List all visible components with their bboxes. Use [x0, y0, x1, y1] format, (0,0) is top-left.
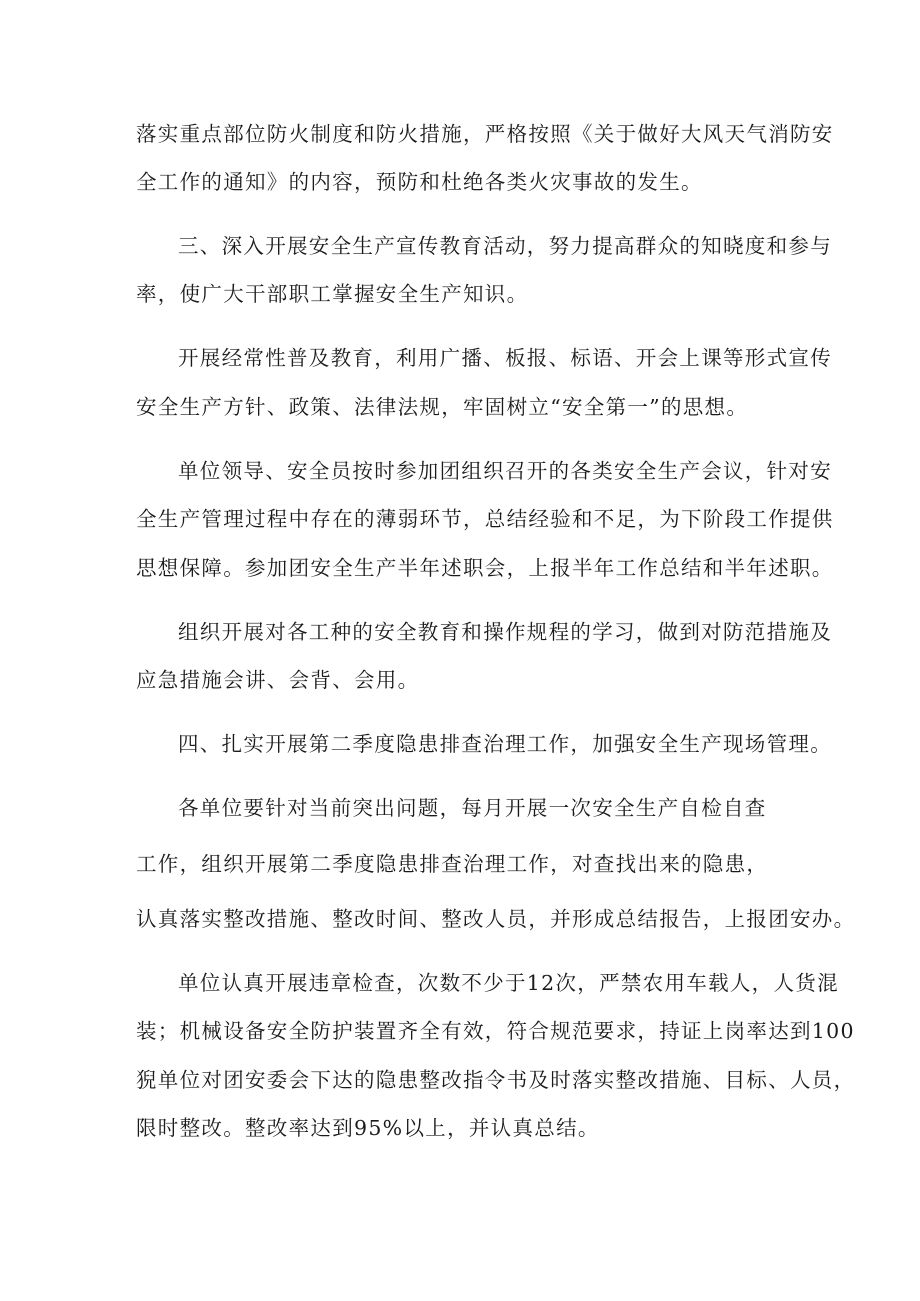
- text-line: 全生产管理过程中存在的薄弱环节，总结经验和不足，为下阶段工作提供: [136, 507, 834, 531]
- section-heading: 四、扎实开展第二季度隐患排查治理工作，加强安全生产现场管理。: [178, 732, 832, 756]
- text-line: 全工作的通知》的内容，预防和杜绝各类火灾事故的发生。: [136, 170, 703, 194]
- text-line: 应急措施会讲、会背、会用。: [136, 668, 420, 692]
- text-line: 思想保障。参加团安全生产半年述职会，上报半年工作总结和半年述职。: [136, 556, 834, 580]
- text-line: 猊单位对团安委会下达的隐患整改指令书及时落实整改措施、目标、人员，: [136, 1068, 856, 1092]
- text-line: 单位认真开展违章检查，次数不少于12次，严禁农用车载人，人货混: [178, 971, 839, 995]
- text-line: 限时整改。整改率达到95%以上，并认真总结。: [136, 1116, 600, 1140]
- text-line: 开展经常性普及教育，利用广播、板报、标语、开会上课等形式宣传: [178, 346, 832, 370]
- text-line: 工作，组织开展第二季度隐患排查治理工作，对查找出来的隐患，: [136, 852, 769, 876]
- text-line: 率，使广大干部职工掌握安全生产知识。: [136, 282, 529, 306]
- section-heading: 三、深入开展安全生产宣传教育活动，努力提高群众的知晓度和参与: [178, 234, 832, 258]
- text-line: 装；机械设备安全防护装置齐全有效，符合规范要求，持证上岗率达到100: [136, 1019, 855, 1043]
- text-line: 落实重点部位防火制度和防火措施，严格按照《关于做好大风天气消防安: [136, 122, 834, 146]
- text-line: 安全生产方针、政策、法律法规，牢固树立“安全第一”的思想。: [136, 395, 749, 419]
- text-line: 各单位要针对当前突出问题，每月开展一次安全生产自检自查: [178, 796, 767, 820]
- text-line: 组织开展对各工种的安全教育和操作规程的学习，做到对防范措施及: [178, 620, 832, 644]
- text-line: 认真落实整改措施、整改时间、整改人员，并形成总结报告，上报团安办。: [136, 907, 856, 931]
- text-line: 单位领导、安全员按时参加团组织召开的各类安全生产会议，针对安: [178, 459, 832, 483]
